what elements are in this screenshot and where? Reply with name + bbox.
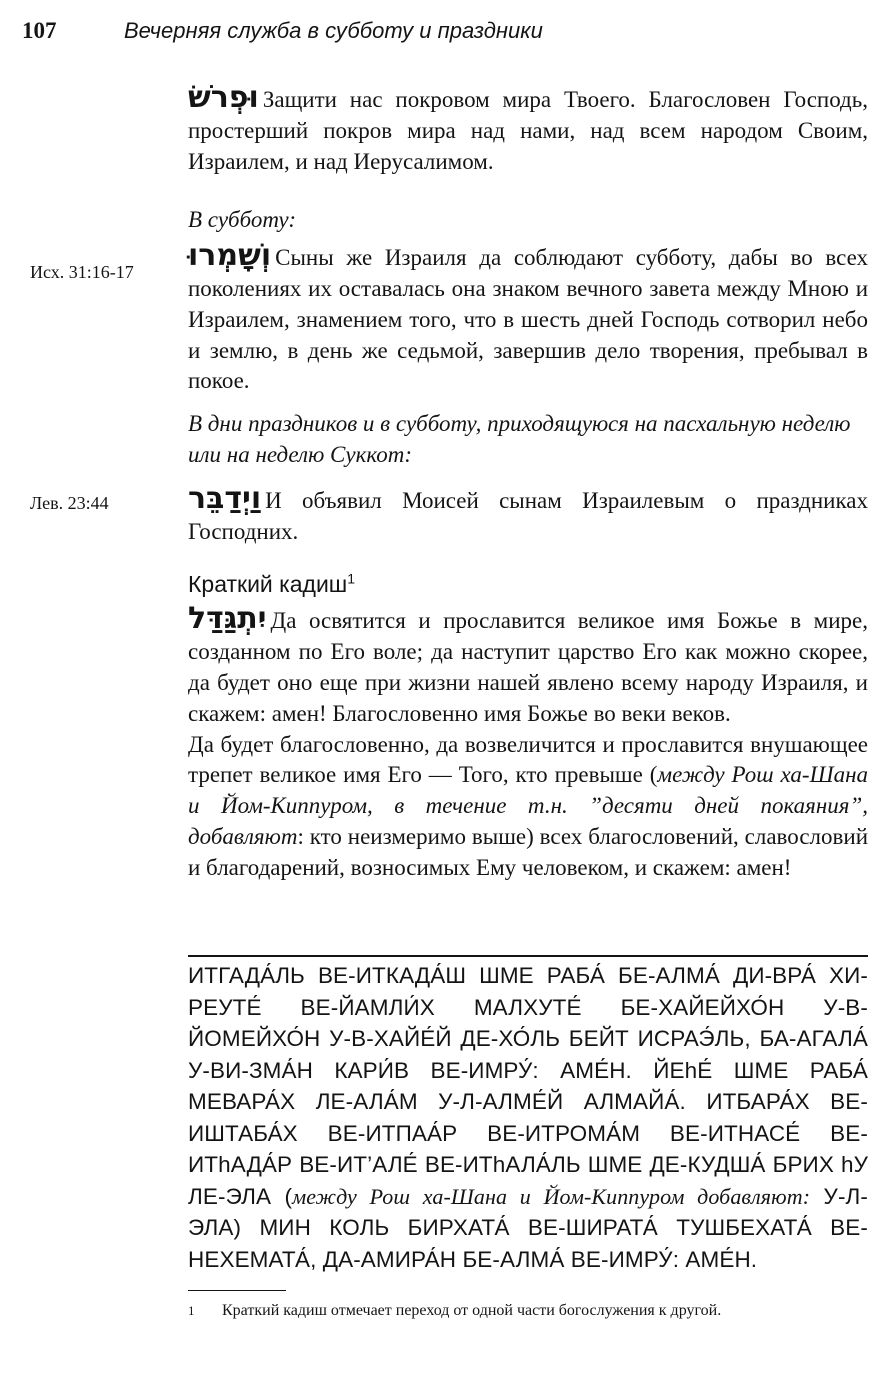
hebrew-incipit: וַיְדַבֵּר xyxy=(188,480,262,516)
main-text-column xyxy=(188,80,868,884)
divider-rule xyxy=(188,955,868,957)
prayer-ufros xyxy=(188,80,868,177)
transliteration-part2: У-Л-ЭЛА) МИН КОЛЬ БИРХАТА́ ВЕ-ШИРАТА́ ТУШБЕХАТА́ ВЕ-НЕХЕМАТА́, ДА-АМИРА́Н БЕ-АЛМА́ ВЕ-ИМРУ́: АМЕ́Н. xyxy=(188,1183,868,1272)
hebrew-incipit: יִתְגַּדַּל xyxy=(188,601,267,637)
footnote-reference: 1 xyxy=(347,570,356,587)
prayer-text: Сыны же Израиля да соблюдают субботу, дабы во всех поколениях их оставалась она знаком вечного завета между Мною и Израилем, знамением того, что в шесть дней Господь сотворил небо и землю, в день же седьмой, завершив дело творения, пребывал в покое. xyxy=(188,245,868,394)
hebrew-incipit: וְשָׁמְרוּ xyxy=(188,238,272,274)
section-heading-kaddish xyxy=(188,569,868,599)
prayer-text: И объявил Моисей сынам Израилевым о праздниках Господних. xyxy=(188,487,868,544)
kaddish-text: Да освятится и прославится великое имя Божье в мире, созданном по Его воле; да наступит царство Его как можно скорее, да будет оно еще при жизни нашей явлено всему народу Израиля, и скажем: амен! Благословенно имя Божье во веки веков. xyxy=(188,608,868,726)
hebrew-incipit: וּפְרֹשׂ xyxy=(188,80,259,115)
heading-text: Краткий кадиш xyxy=(188,571,348,598)
kaddish-italic-note: между Рош ха-Шана и Йом-Киппуром, в течение т.н. ”десяти дней покаяния”, добавляют xyxy=(188,762,868,849)
rubric-shabbat: В субботу: xyxy=(188,207,296,233)
kaddish-transliteration xyxy=(188,960,868,1275)
running-title: Вечерняя служба в субботу и праздники xyxy=(124,18,543,43)
rubric-festivals: В дни праздников и в субботу, приходящуюся на пасхальную неделю или на неделю Суккот: xyxy=(188,411,851,467)
kaddish-translation-1 xyxy=(188,601,868,729)
footnote xyxy=(188,1300,876,1322)
scripture-reference-leviticus: Лев. 23:44 xyxy=(30,493,109,513)
kaddish-text-end: : кто неизмеримо выше) всех благословений, славословий и благодарений, возносимых Ему человеком, и скажем: амен! xyxy=(188,823,868,880)
footnote-rule xyxy=(188,1290,286,1291)
kaddish-translation-2 xyxy=(188,730,868,884)
transliteration-italic-note: между Рош ха-Шана и Йом-Киппуром добавляют: xyxy=(292,1183,811,1209)
footnote-text: Краткий кадиш отмечает переход от одной части богослужения к другой. xyxy=(222,1302,722,1319)
prayer-text: Защити нас покровом мира Твоего. Благословен Господь, простерший покров мира над нами, над всем народом Своим, Израилем, и над Иерусалимом. xyxy=(188,87,868,174)
scripture-reference-exodus: Исх. 31:16-17 xyxy=(30,262,134,282)
prayer-veshamru xyxy=(188,238,868,397)
page-number: 107 xyxy=(22,18,57,43)
kaddish-text-start: Да будет благословенно, да возвеличится и прославится внушающее трепет великое имя Его — Того, кто превыше ( xyxy=(188,731,868,788)
transliteration-part1: ИТГАДА́ЛЬ ВЕ-ИТКАДА́Ш ШМЕ РАБА́ БЕ-АЛМА́ ДИ-ВРА́ ХИ-РЕУТЕ́ ВЕ-ЙАМЛИ́Х МАЛХУТЕ́ БЕ-ХАЙЕЙХО́Н У-В-ЙОМЕЙХО́Н У-В-ХАЙЕ́Й ДЕ-ХО́ЛЬ БЕЙТ ИСРАЭ́ЛЬ, БА-АГАЛА́ У-ВИ-ЗМА́Н КАРИ́В ВЕ-ИМРУ́: АМЕ́Н. ЙЕhЕ́ ШМЕ РАБА́ МЕВАРА́Х ЛЕ-АЛА́М У-Л-АЛМЕ́Й АЛМАЙА́. ИТБАРА́Х ВЕ-ИШТАБА́Х ВЕ-ИТПАА́Р ВЕ-ИТРОМА́М ВЕ-ИТНАСЕ́ ВЕ-ИТhАДА́Р ВЕ-ИТ’АЛЕ́ ВЕ-ИТhАЛА́ЛЬ ШМЕ ДЕ-КУДША́ БРИХ hУ ЛЕ-ЭЛА ( xyxy=(188,963,868,1209)
prayer-vaydaber xyxy=(188,480,868,548)
running-header xyxy=(22,14,856,54)
footnote-mark: 1 xyxy=(188,1303,195,1318)
